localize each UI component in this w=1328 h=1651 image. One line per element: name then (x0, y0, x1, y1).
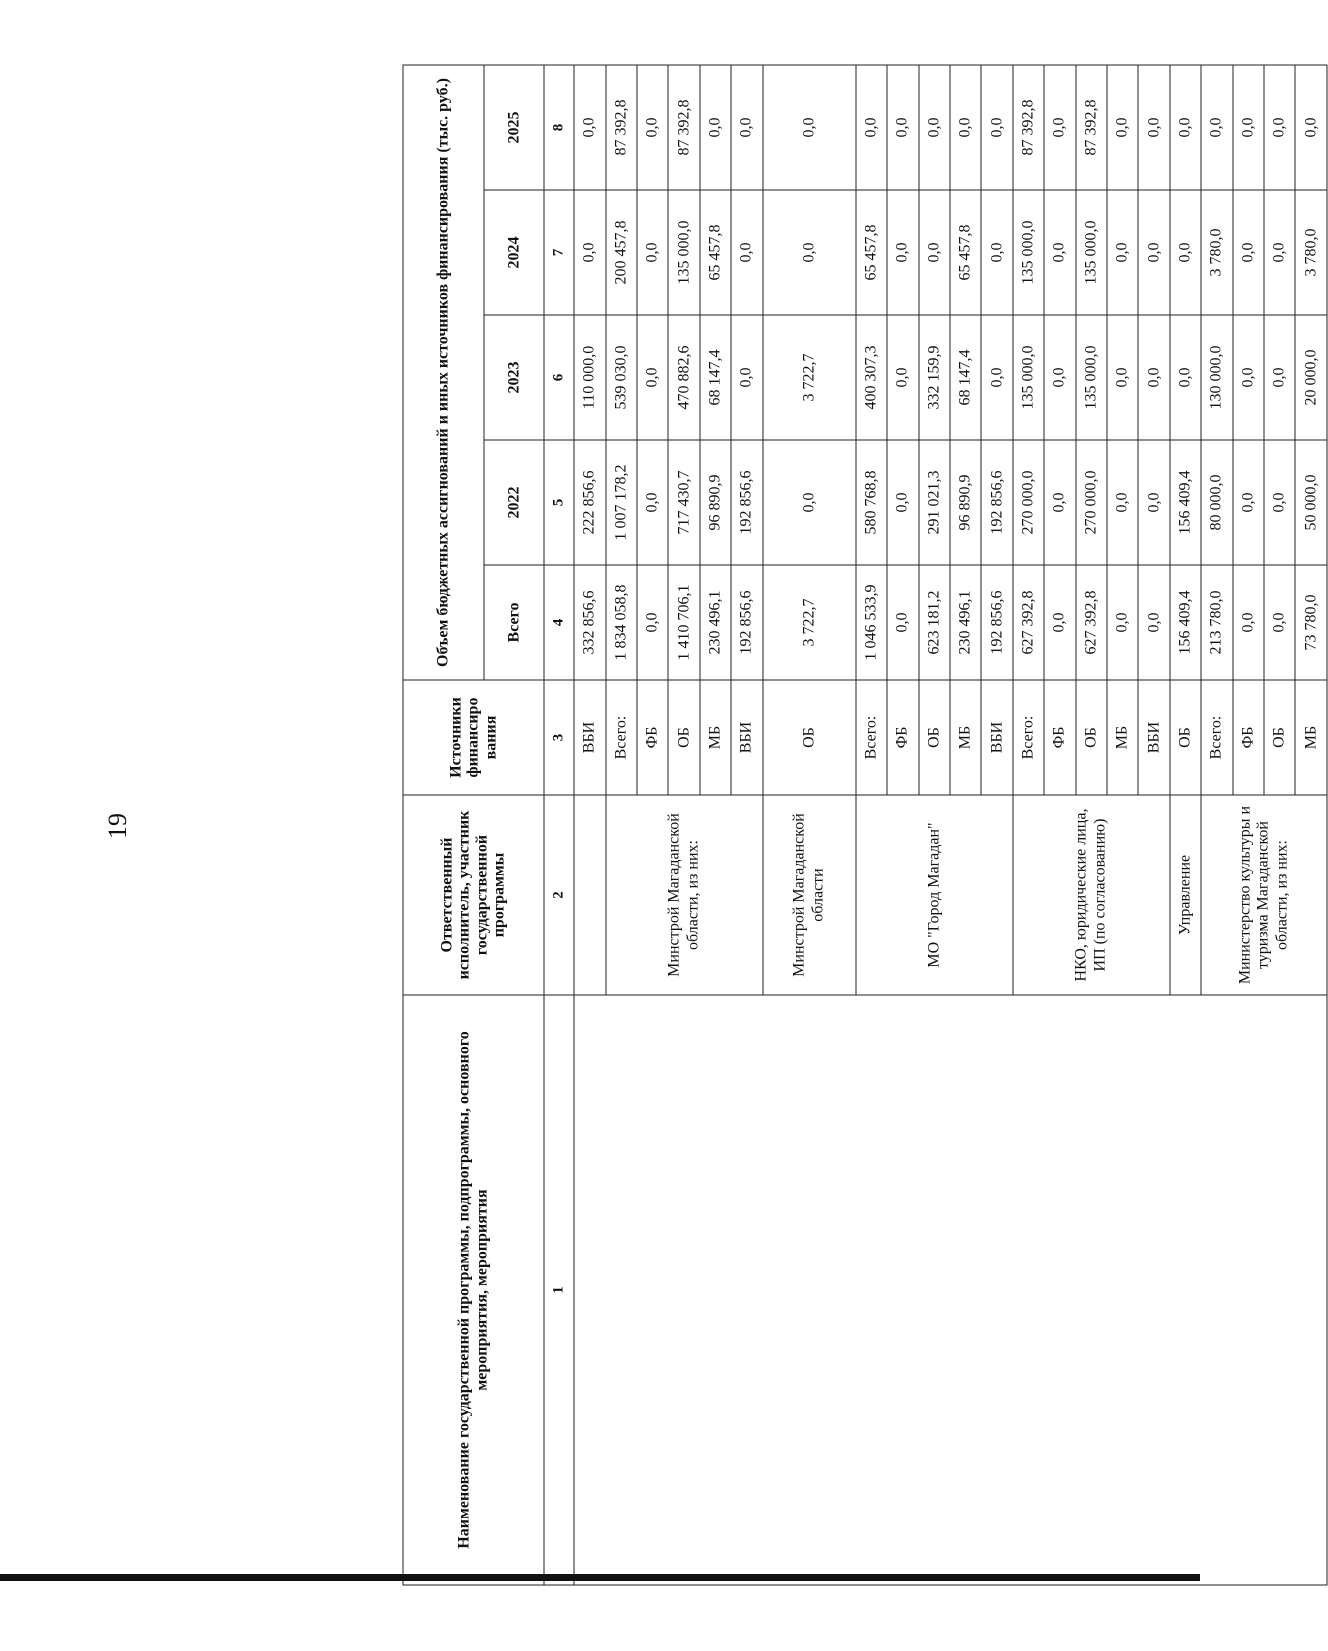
y2024-cell: 135 000,0 (1013, 190, 1044, 315)
y2024-cell: 0,0 (981, 190, 1012, 315)
y2025-cell: 0,0 (1044, 65, 1075, 190)
total-cell: 1 834 058,8 (606, 565, 637, 680)
y2022-cell: 0,0 (1044, 440, 1075, 565)
source-cell: ВБИ (574, 680, 605, 795)
y2023-cell: 130 000,0 (1201, 315, 1232, 440)
source-cell: ОБ (1076, 680, 1107, 795)
y2022-cell: 96 890,9 (950, 440, 981, 565)
header-volume: Объем бюджетных ассигнований и иных источников финансирования (тыс. руб.) (403, 65, 484, 680)
y2023-cell: 68 147,4 (950, 315, 981, 440)
source-cell: МБ (950, 680, 981, 795)
executor-cell: Министерство культуры и туризма Магаданской области, из них: (1201, 795, 1327, 995)
y2024-cell: 65 457,8 (856, 190, 887, 315)
y2022-cell: 270 000,0 (1076, 440, 1107, 565)
y2024-cell: 0,0 (731, 190, 762, 315)
table-row (574, 65, 605, 1585)
y2024-cell: 0,0 (1264, 190, 1295, 315)
source-cell: МБ (1107, 680, 1138, 795)
y2024-cell: 0,0 (1138, 190, 1169, 315)
y2025-cell: 0,0 (1233, 65, 1264, 190)
y2023-cell: 20 000,0 (1295, 315, 1327, 440)
y2025-cell: 0,0 (731, 65, 762, 190)
source-cell: ФБ (887, 680, 918, 795)
header-source: Источники финансиро вания (403, 680, 544, 795)
header-year-2024: 2024 (484, 190, 544, 315)
y2023-cell: 0,0 (1264, 315, 1295, 440)
y2023-cell: 0,0 (1107, 315, 1138, 440)
executor-cell: МО "Город Магадан" (856, 795, 1013, 995)
column-number: 1 (544, 995, 574, 1585)
y2025-cell: 87 392,8 (1076, 65, 1107, 190)
y2024-cell: 0,0 (919, 190, 950, 315)
y2024-cell: 65 457,8 (950, 190, 981, 315)
column-number: 7 (544, 190, 574, 315)
column-number: 4 (544, 565, 574, 680)
y2025-cell: 0,0 (1295, 65, 1327, 190)
source-cell: ОБ (763, 680, 856, 795)
total-cell: 0,0 (1044, 565, 1075, 680)
column-number-row (544, 65, 574, 1585)
executor-cell: НКО, юридические лица, ИП (по согласованию) (1013, 795, 1170, 995)
y2023-cell: 135 000,0 (1076, 315, 1107, 440)
column-number: 3 (544, 680, 574, 795)
y2022-cell: 0,0 (1264, 440, 1295, 565)
y2023-cell: 332 159,9 (919, 315, 950, 440)
y2024-cell: 0,0 (887, 190, 918, 315)
y2022-cell: 291 021,3 (919, 440, 950, 565)
y2022-cell: 222 856,6 (574, 440, 605, 565)
y2024-cell: 0,0 (1233, 190, 1264, 315)
total-cell: 156 409,4 (1170, 565, 1201, 680)
y2022-cell: 0,0 (763, 440, 856, 565)
y2025-cell: 0,0 (1170, 65, 1201, 190)
total-cell: 0,0 (1138, 565, 1169, 680)
y2022-cell: 580 768,8 (856, 440, 887, 565)
executor-cell: Минстрой Магаданской области (763, 795, 856, 995)
y2024-cell: 0,0 (1107, 190, 1138, 315)
table-header-row (403, 65, 484, 1585)
y2023-cell: 0,0 (1044, 315, 1075, 440)
y2024-cell: 0,0 (1044, 190, 1075, 315)
y2025-cell: 0,0 (1264, 65, 1295, 190)
source-cell: ВБИ (981, 680, 1012, 795)
y2025-cell: 0,0 (637, 65, 668, 190)
y2024-cell: 135 000,0 (1076, 190, 1107, 315)
source-cell: ФБ (1233, 680, 1264, 795)
y2022-cell: 717 430,7 (668, 440, 699, 565)
y2024-cell: 200 457,8 (606, 190, 637, 315)
y2024-cell: 3 780,0 (1201, 190, 1232, 315)
y2022-cell: 1 007 178,2 (606, 440, 637, 565)
y2023-cell: 0,0 (1233, 315, 1264, 440)
executor-cell: Минстрой Магаданской области, из них: (606, 795, 763, 995)
y2022-cell: 50 000,0 (1295, 440, 1327, 565)
total-cell: 192 856,6 (731, 565, 762, 680)
total-cell: 213 780,0 (1201, 565, 1232, 680)
total-cell: 0,0 (637, 565, 668, 680)
total-cell: 73 780,0 (1295, 565, 1327, 680)
header-year-2023: 2023 (484, 315, 544, 440)
source-cell: ОБ (1170, 680, 1201, 795)
y2022-cell: 80 000,0 (1201, 440, 1232, 565)
y2022-cell: 0,0 (887, 440, 918, 565)
y2025-cell: 0,0 (763, 65, 856, 190)
total-cell: 0,0 (887, 565, 918, 680)
header-year-2022: 2022 (484, 440, 544, 565)
source-cell: Всего: (1201, 680, 1232, 795)
total-cell: 623 181,2 (919, 565, 950, 680)
y2025-cell: 87 392,8 (606, 65, 637, 190)
source-cell: ФБ (637, 680, 668, 795)
column-number: 2 (544, 795, 574, 995)
budget-table (403, 64, 1328, 1585)
y2023-cell: 0,0 (1170, 315, 1201, 440)
y2022-cell: 96 890,9 (700, 440, 731, 565)
y2022-cell: 156 409,4 (1170, 440, 1201, 565)
y2025-cell: 0,0 (981, 65, 1012, 190)
y2024-cell: 3 780,0 (1295, 190, 1327, 315)
page-number: 19 (103, 813, 132, 839)
y2023-cell: 3 722,7 (763, 315, 856, 440)
y2023-cell: 539 030,0 (606, 315, 637, 440)
y2023-cell: 0,0 (1138, 315, 1169, 440)
y2023-cell: 68 147,4 (700, 315, 731, 440)
budget-table-rotated (403, 66, 1328, 1586)
total-cell: 1 410 706,1 (668, 565, 699, 680)
y2022-cell: 0,0 (1233, 440, 1264, 565)
column-number: 8 (544, 65, 574, 190)
y2022-cell: 270 000,0 (1013, 440, 1044, 565)
total-cell: 627 392,8 (1076, 565, 1107, 680)
y2023-cell: 470 882,6 (668, 315, 699, 440)
y2023-cell: 135 000,0 (1013, 315, 1044, 440)
y2024-cell: 0,0 (1170, 190, 1201, 315)
source-cell: ОБ (1264, 680, 1295, 795)
header-year-2025: 2025 (484, 65, 544, 190)
y2025-cell: 0,0 (700, 65, 731, 190)
header-program-name: Наименование государственной программы, подпрограммы, основного мероприятия, мероприятия (403, 995, 544, 1585)
total-cell: 3 722,7 (763, 565, 856, 680)
y2025-cell: 0,0 (1201, 65, 1232, 190)
source-cell: Всего: (606, 680, 637, 795)
y2023-cell: 400 307,3 (856, 315, 887, 440)
source-cell: МБ (1295, 680, 1327, 795)
y2022-cell: 0,0 (1138, 440, 1169, 565)
y2024-cell: 0,0 (637, 190, 668, 315)
y2025-cell: 0,0 (887, 65, 918, 190)
source-cell: ОБ (919, 680, 950, 795)
source-cell: ВБИ (731, 680, 762, 795)
y2023-cell: 0,0 (981, 315, 1012, 440)
total-cell: 0,0 (1107, 565, 1138, 680)
executor-cell: Управление (1170, 795, 1201, 995)
program-name-cell (574, 995, 1327, 1585)
y2022-cell: 192 856,6 (731, 440, 762, 565)
source-cell: Всего: (856, 680, 887, 795)
y2022-cell: 0,0 (1107, 440, 1138, 565)
executor-cell-empty (574, 795, 605, 995)
y2022-cell: 0,0 (637, 440, 668, 565)
y2024-cell: 0,0 (763, 190, 856, 315)
total-cell: 332 856,6 (574, 565, 605, 680)
y2023-cell: 110 000,0 (574, 315, 605, 440)
source-cell: ОБ (668, 680, 699, 795)
column-number: 6 (544, 315, 574, 440)
header-total: Всего (484, 565, 544, 680)
y2022-cell: 192 856,6 (981, 440, 1012, 565)
y2023-cell: 0,0 (637, 315, 668, 440)
y2024-cell: 65 457,8 (700, 190, 731, 315)
y2025-cell: 0,0 (1138, 65, 1169, 190)
total-cell: 0,0 (1233, 565, 1264, 680)
y2024-cell: 0,0 (574, 190, 605, 315)
y2025-cell: 87 392,8 (668, 65, 699, 190)
total-cell: 230 496,1 (700, 565, 731, 680)
total-cell: 192 856,6 (981, 565, 1012, 680)
y2025-cell: 0,0 (574, 65, 605, 190)
y2025-cell: 0,0 (1107, 65, 1138, 190)
total-cell: 1 046 533,9 (856, 565, 887, 680)
column-number: 5 (544, 440, 574, 565)
source-cell: Всего: (1013, 680, 1044, 795)
total-cell: 0,0 (1264, 565, 1295, 680)
y2025-cell: 87 392,8 (1013, 65, 1044, 190)
source-cell: ВБИ (1138, 680, 1169, 795)
y2025-cell: 0,0 (856, 65, 887, 190)
bottom-rule (0, 1574, 1200, 1581)
y2025-cell: 0,0 (919, 65, 950, 190)
y2025-cell: 0,0 (950, 65, 981, 190)
total-cell: 627 392,8 (1013, 565, 1044, 680)
source-cell: ФБ (1044, 680, 1075, 795)
source-cell: МБ (700, 680, 731, 795)
total-cell: 230 496,1 (950, 565, 981, 680)
y2023-cell: 0,0 (887, 315, 918, 440)
y2024-cell: 135 000,0 (668, 190, 699, 315)
header-executor: Ответственный исполнитель, участник государственной программы (403, 795, 544, 995)
y2023-cell: 0,0 (731, 315, 762, 440)
